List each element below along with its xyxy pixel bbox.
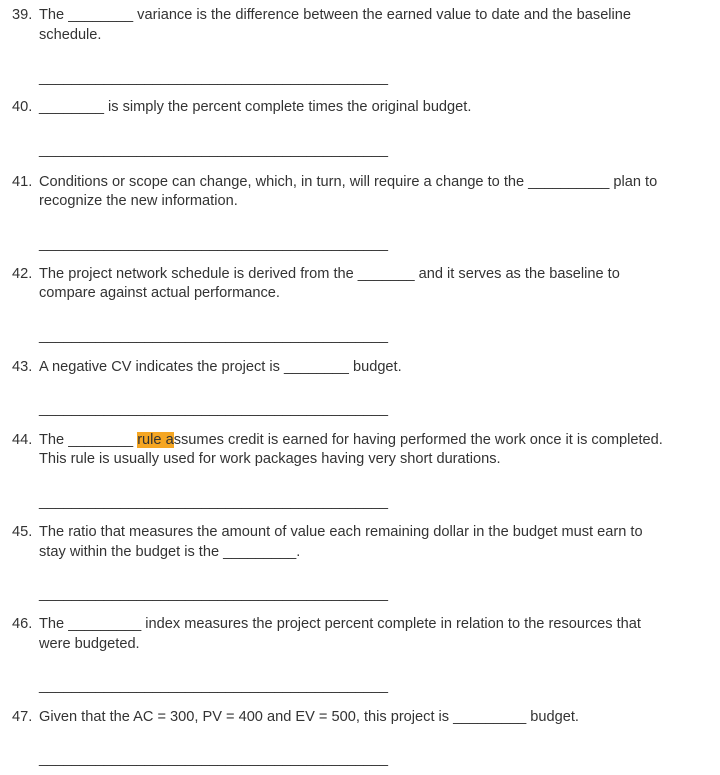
question-text [39, 430, 663, 450]
question-number: 39. [12, 7, 33, 23]
question-text-cont: were budgeted. [39, 636, 140, 652]
question-number: 43. [12, 359, 33, 375]
question-text-cont: compare against actual performance. [39, 285, 280, 301]
question-number: 44. [12, 432, 33, 448]
answer-line[interactable]: ___________________________________________ [39, 751, 389, 767]
question-number: 41. [12, 174, 33, 190]
question-text-cont: schedule. [39, 27, 102, 43]
question-text: The project network schedule is derived from the _______ and it serves as the baseline to [39, 266, 620, 282]
question-text: The _________ index measures the project percent complete in relation to the resources that [39, 616, 641, 632]
question-number: 47. [12, 709, 33, 725]
answer-line[interactable]: ___________________________________________ [39, 142, 389, 158]
question-number: 40. [12, 99, 33, 115]
answer-line[interactable]: ___________________________________________ [39, 494, 389, 510]
highlighted-text: rule a [137, 432, 174, 448]
answer-line[interactable]: ___________________________________________ [39, 328, 389, 344]
question-number: 45. [12, 524, 33, 540]
question-text: ________ is simply the percent complete times the original budget. [39, 99, 472, 115]
question-text-pre: The ________ [39, 432, 138, 448]
question-text: The ratio that measures the amount of value each remaining dollar in the budget must earn to [39, 524, 643, 540]
answer-line[interactable]: ___________________________________________ [39, 586, 389, 602]
question-text-post: ssumes credit is earned for having performed the work once it is completed. [173, 432, 663, 448]
question-text-cont: stay within the budget is the _________. [39, 544, 301, 560]
answer-line[interactable]: ___________________________________________ [39, 678, 389, 694]
question-text: The ________ variance is the difference between the earned value to date and the baseline [39, 7, 632, 23]
question-text: Conditions or scope can change, which, in turn, will require a change to the __________ plan to [39, 174, 658, 190]
question-text-cont: recognize the new information. [39, 193, 238, 209]
question-text-cont: This rule is usually used for work packages having very short durations. [39, 451, 501, 467]
answer-line[interactable]: ___________________________________________ [39, 401, 389, 417]
answer-line[interactable]: ___________________________________________ [39, 236, 389, 252]
question-number: 42. [12, 266, 33, 282]
answer-line[interactable]: ___________________________________________ [39, 70, 389, 86]
question-text: A negative CV indicates the project is ________ budget. [39, 359, 402, 375]
question-number: 46. [12, 616, 33, 632]
question-text: Given that the AC = 300, PV = 400 and EV = 500, this project is _________ budget. [39, 709, 579, 725]
